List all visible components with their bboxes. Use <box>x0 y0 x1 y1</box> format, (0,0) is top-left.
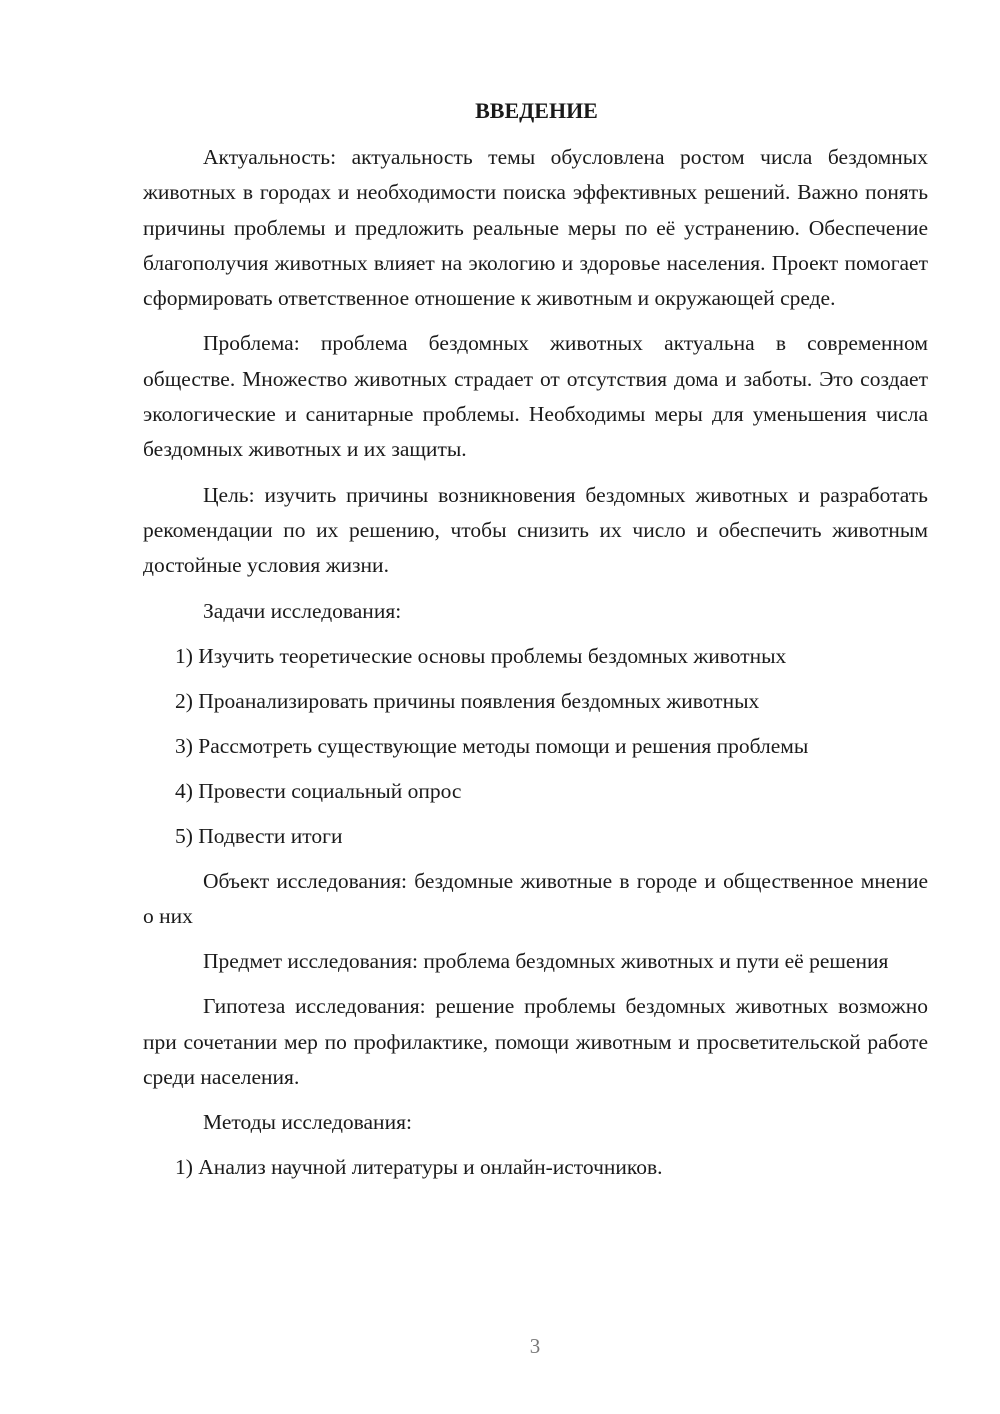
task-item: 2) Проанализировать причины появления бездомных животных <box>175 688 760 713</box>
task-item: 3) Рассмотреть существующие методы помощи и решения проблемы <box>175 733 809 758</box>
task-item: 1) Изучить теоретические основы проблемы бездомных животных <box>175 643 787 668</box>
methods-heading: Методы исследования: <box>203 1110 412 1135</box>
method-item: 1) Анализ научной литературы и онлайн-источников. <box>175 1155 663 1180</box>
task-item: 4) Провести социальный опрос <box>175 778 462 803</box>
page-number: 3 <box>529 1334 541 1358</box>
tasks-heading: Задачи исследования: <box>203 598 402 623</box>
document-page <box>143 96 928 1195</box>
problem-paragraph: Проблема: проблема бездомных животных актуальна в современном обществе. Множество животных страдает от отсутствия дома и заботы. Это создает экологические и санитарные проблемы. Необходимы меры для уменьшения числа бездомных животных и их защиты. <box>143 331 928 462</box>
goal-paragraph: Цель: изучить причины возникновения бездомных животных и разработать рекомендации по их решению, чтобы снизить их число и обеспечить животным достойные условия жизни. <box>143 482 928 578</box>
hypothesis-paragraph: Гипотеза исследования: решение проблемы бездомных животных возможно при сочетании мер по профилактике, помощи животным и просветительской работе среди населения. <box>143 994 928 1090</box>
subject-paragraph: Предмет исследования: проблема бездомных животных и пути её решения <box>203 949 889 974</box>
task-item: 5) Подвести итоги <box>175 823 343 848</box>
section-title: ВВЕДЕНИЕ <box>475 98 598 123</box>
object-paragraph: Объект исследования: бездомные животные в городе и общественное мнение о них <box>143 868 928 928</box>
relevance-paragraph: Актуальность: актуальность темы обусловлена ростом числа бездомных животных в городах и необходимости поиска эффективных решений. Важно понять причины проблемы и предложить реальные меры по её устранению. Обеспечение благополучия животных влияет на экологию и здоровье населения. Проект помогает сформировать ответственное отношение к животным и окружающей среде. <box>143 145 928 311</box>
